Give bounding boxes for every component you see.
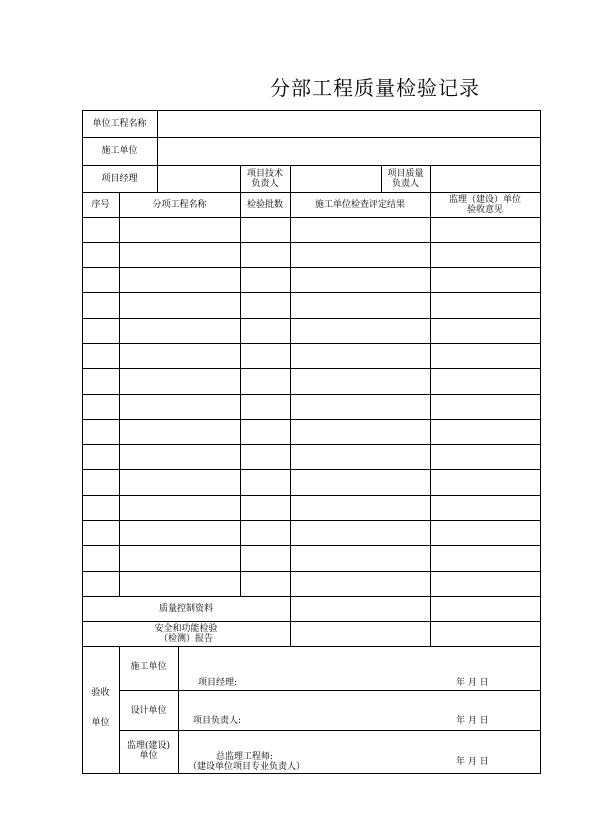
- label-construction-unit: 施工单位: [101, 146, 138, 156]
- grid-line: [119, 730, 541, 731]
- label-project-manager: 项目经理: [101, 173, 138, 184]
- date-construction: 年 月 日: [456, 678, 489, 688]
- grid-line: [82, 318, 541, 319]
- grid-line: [82, 495, 541, 496]
- label-quality-lead: 项目质量 负责人: [387, 168, 424, 189]
- label-unit: 单位: [91, 718, 110, 728]
- grid-line: [430, 165, 431, 646]
- grid-line: [119, 690, 541, 691]
- col-supervision-opinion: 监理（建设）单位 验收意见: [448, 194, 521, 215]
- date-supervision: 年 月 日: [456, 757, 489, 767]
- grid-line: [82, 773, 541, 774]
- project-manager-signature: 项目经理:: [198, 678, 238, 688]
- col-seq: 序号: [91, 199, 110, 210]
- document-title: 分部工程质量检验记录: [270, 76, 480, 100]
- grid-line: [82, 444, 541, 445]
- grid-line: [82, 520, 541, 521]
- grid-line: [82, 343, 541, 344]
- grid-line: [540, 110, 541, 774]
- col-sub-project-name: 分项工程名称: [152, 199, 207, 210]
- chief-supervisor-signature: 总监理工程师:: [216, 752, 274, 762]
- label-acceptance: 验收: [91, 688, 110, 698]
- label-quality-docs: 质量控制资料: [158, 603, 213, 614]
- date-design: 年 月 日: [456, 716, 489, 726]
- grid-line: [82, 242, 541, 243]
- sign-construction-unit: 施工单位: [130, 662, 167, 672]
- label-safety-report: 安全和功能检验 （检测）报告: [154, 623, 218, 644]
- sign-design-unit: 设计单位: [130, 706, 167, 716]
- chief-supervisor-subtitle: （建设单位项目专业负责人）: [188, 762, 306, 772]
- grid-line: [290, 165, 291, 646]
- grid-line: [82, 267, 541, 268]
- grid-line: [157, 110, 158, 165]
- grid-line: [82, 217, 541, 218]
- grid-line: [82, 368, 541, 369]
- col-construction-eval: 施工单位检查评定结果: [314, 199, 405, 210]
- grid-line: [157, 165, 158, 192]
- grid-line: [240, 165, 241, 596]
- project-lead-signature: 项目负责人:: [193, 716, 242, 726]
- grid-line: [178, 646, 179, 773]
- grid-line: [82, 545, 541, 546]
- grid-line: [82, 292, 541, 293]
- grid-line: [82, 394, 541, 395]
- grid-line: [82, 419, 541, 420]
- grid-line: [82, 469, 541, 470]
- grid-line: [119, 192, 120, 596]
- grid-line: [82, 571, 541, 572]
- col-inspection-batch: 检验批数: [246, 199, 283, 210]
- sign-supervision-unit: 监理(建设) 单位: [126, 741, 171, 761]
- label-tech-lead: 项目技术 负责人: [246, 168, 283, 189]
- grid-line: [82, 646, 541, 647]
- label-unit-project-name: 单位工程名称: [92, 118, 147, 129]
